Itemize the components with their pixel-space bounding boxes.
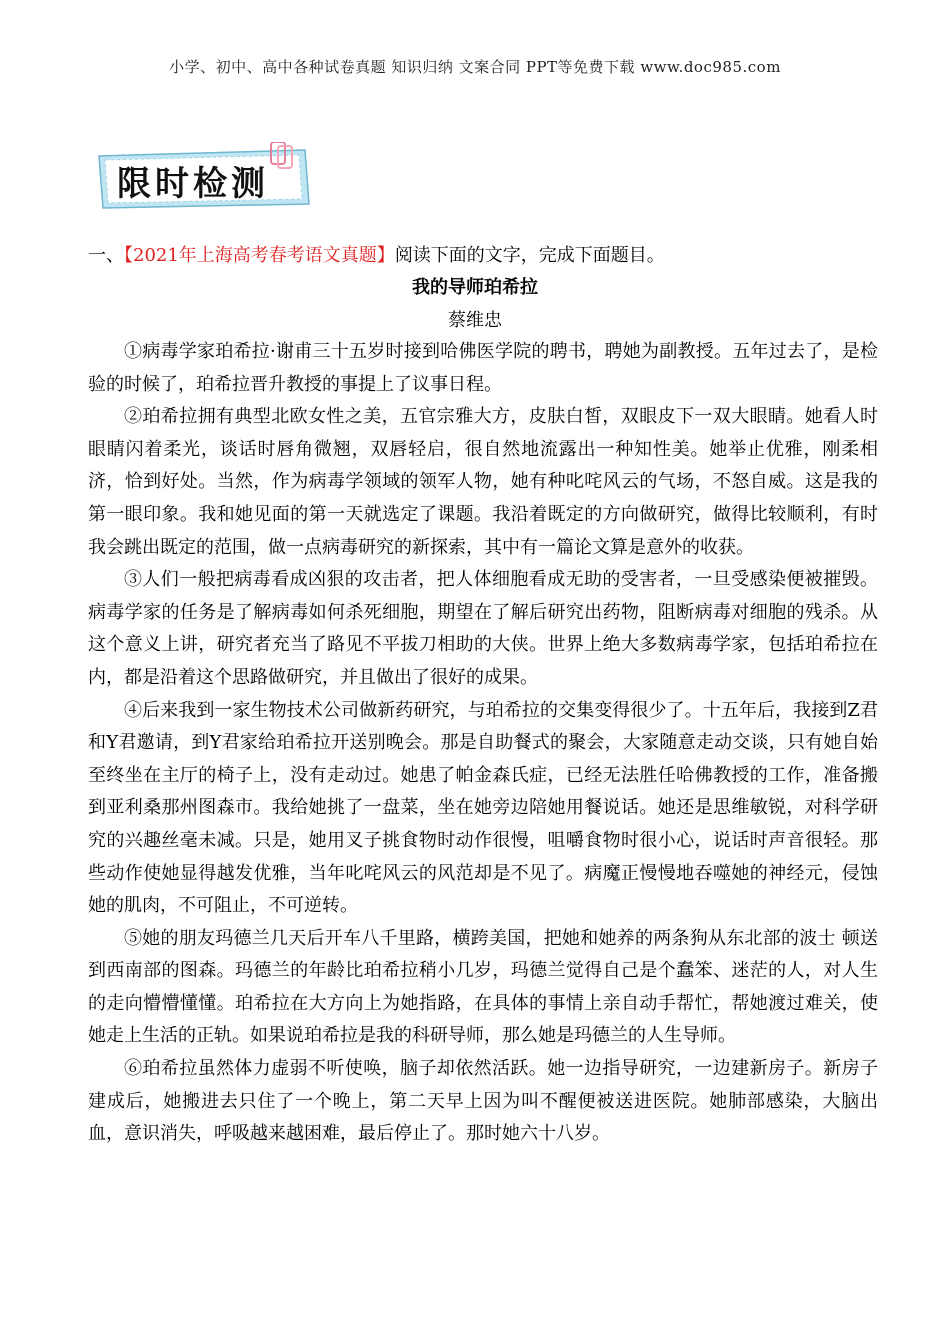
question-instruction: 阅读下面的文字，完成下面题目。 [394,245,665,266]
question-source: 【2021年上海高考春考语文真题】 [124,245,395,266]
page-header: 小学、初中、高中各种试卷真题 知识归纳 文案合同 PPT等免费下载 www.doc985.com [169,58,781,76]
paragraph-5: ⑤她的朋友玛德兰几天后开车八千里路，横跨美国，把她和她养的两条狗从东北部的波士 顿送到西南部的图森。玛德兰的年龄比珀希拉稍小几岁，玛德兰觉得自己是个蠢笨、迷茫的人，对人生的走向懵懵懂懂。珀希拉在大方向上为她指路，在具体的事情上亲自动手帮忙，帮她渡过难关，使她走上生活的正轨。如果说珀希拉是我的科研导师，那么她是玛德兰的人生导师。 [88,927,878,1047]
paragraph-1: ①病毒学家珀希拉·谢甫三十五岁时接到哈佛医学院的聘书，聘她为副教授。五年过去了，是检验的时候了，珀希拉晋升教授的事提上了议事日程。 [88,341,878,395]
article-title: 我的导师珀希拉 [412,277,538,298]
question-prompt [88,241,878,267]
question-number: 一、 [88,245,124,266]
article-author: 蔡维忠 [448,310,502,331]
article-body [88,336,878,1151]
paragraph-6: ⑥珀希拉虽然体力虚弱不听使唤，脑子却依然活跃。她一边指导研究，一边建新房子。新房子建成后，她搬进去只住了一个晚上，第二天早上因为叫不醒便被送进医院。她肺部感染，大脑出血，意识消失，呼吸越来越困难，最后停止了。那时她六十八岁。 [88,1058,878,1145]
badge-label: 限时检测 [117,164,269,204]
paragraph-3: ③人们一般把病毒看成凶狠的攻击者，把人体细胞看成无助的受害者，一旦受感染便被摧毁。病毒学家的任务是了解病毒如何杀死细胞，期望在了解后研究出药物，阻断病毒对细胞的残杀。从这个意义上讲，研究者充当了路见不平拔刀相助的大侠。世界上绝大多数病毒学家，包括珀希拉在内，都是沿着这个思路做研究，并且做出了很好的成果。 [88,569,878,688]
paragraph-4: ④后来我到一家生物技术公司做新药研究，与珀希拉的交集变得很少了。十五年后，我接到Z君和Y君邀请，到Y君家给珀希拉开送别晚会。那是自助餐式的聚会，大家随意走动交谈，只有她自始至终坐在主厅的椅子上，没有走动过。她患了帕金森氏症，已经无法胜任哈佛教授的工作，准备搬到亚利桑那州图森市。我给她挑了一盘菜，坐在她旁边陪她用餐说话。她还是思维敏锐，对科学研究的兴趣丝毫未减。只是，她用叉子挑食物时动作很慢，咀嚼食物时很小心，说话时声音很轻。那些动作使她显得越发优雅，当年叱咤风云的风范却是不见了。病魔正慢慢地吞噬她的神经元，侵蚀她的肌肉，不可阻止，不可逆转。 [88,699,878,917]
paragraph-2: ②珀希拉拥有典型北欧女性之美，五官宗雅大方，皮肤白皙，双眼皮下一双大眼睛。她看人时眼睛闪着柔光，谈话时唇角微翘，双唇轻启，很自然地流露出一种知性美。她举止优雅，刚柔相济，恰到好处。当然，作为病毒学领域的领军人物，她有种叱咤风云的气场，不怒自威。这是我的第一眼印象。我和她见面的第一天就选定了课题。我沿着既定的方向做研究，做得比较顺利，有时我会跳出既定的范围，做一点病毒研究的新探索，其中有一篇论文算是意外的收获。 [88,406,878,558]
section-badge [95,142,315,212]
